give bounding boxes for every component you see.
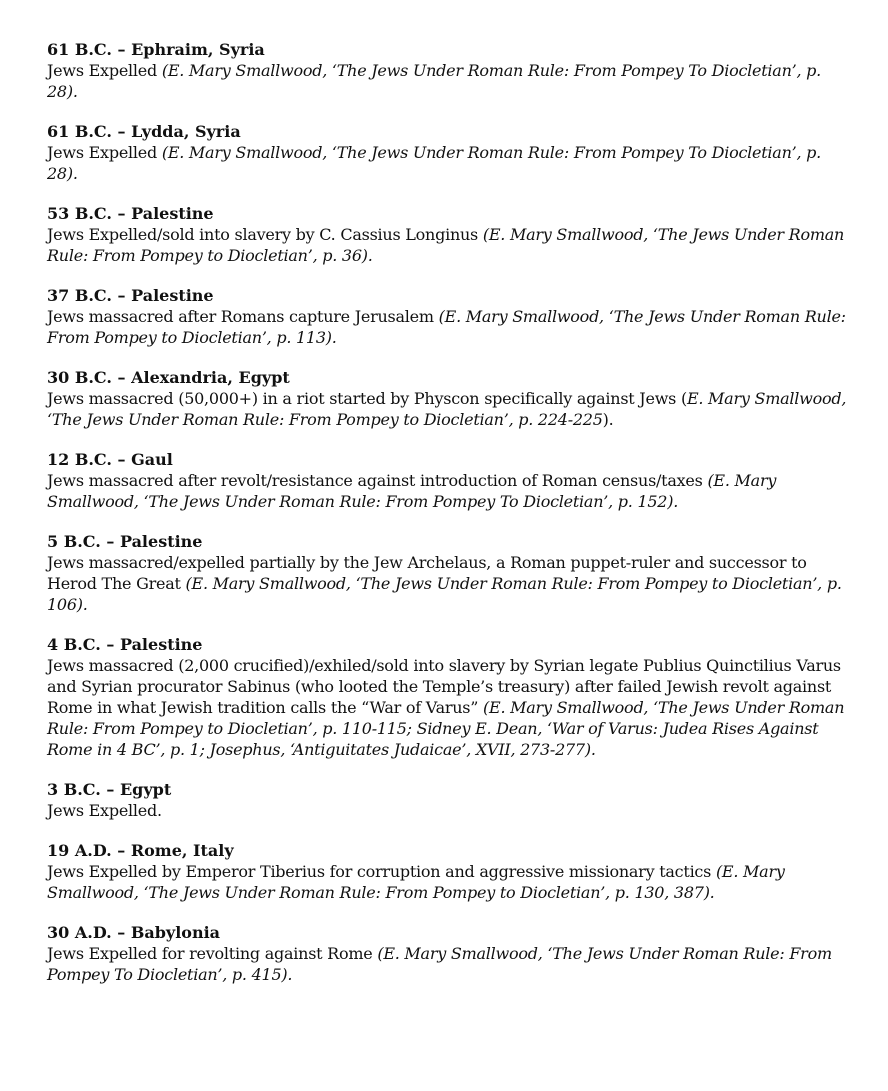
entry-text: Jews Expelled/sold into slavery by C. Cassius Longinus [47, 225, 483, 244]
entry-body [47, 655, 847, 760]
entry-heading: 12 B.C. – Gaul [47, 450, 173, 469]
entry-body [47, 388, 847, 430]
timeline-entry [47, 39, 847, 102]
entry-text: Jews Expelled [47, 61, 162, 80]
entry-cite-close: ). [602, 410, 614, 429]
entry-body [47, 470, 847, 512]
entry-heading: 3 B.C. – Egypt [47, 780, 172, 799]
timeline-entry [47, 779, 847, 821]
entry-heading: 30 A.D. – Babylonia [47, 923, 221, 942]
entry-text: Jews Expelled. [47, 801, 162, 820]
entry-text: Jews massacred (2,000 crucified)/exhiled/sold into slavery by Syrian legate Publius Quinctilius Varus and Syrian procurator Sabinus (who looted the Temple’s treasury) after failed Jewish revolt against Rome in what Jewish tradition calls the “War of Varus” [47, 656, 841, 717]
entry-text: Jews massacred (50,000+) in a riot started by Physcon specifically against Jews [47, 389, 681, 408]
entry-body [47, 800, 847, 821]
entry-citation: (E. Mary Smallwood, ‘The Jews Under Roman Rule: From Pompey to Diocletian’, p. 130, 387). [47, 862, 785, 902]
document-page [47, 39, 847, 1004]
entry-cite-open: ( [680, 389, 687, 408]
timeline-entry [47, 531, 847, 615]
entry-heading: 53 B.C. – Palestine [47, 204, 214, 223]
entry-text: Jews Expelled by Emperor Tiberius for corruption and aggressive missionary tactics [47, 862, 716, 881]
entry-body [47, 861, 847, 903]
entry-citation: E. Mary Smallwood, ‘The Jews Under Roman Rule: From Pompey to Diocletian’, p. 224-225 [47, 389, 847, 429]
entry-citation: (E. Mary Smallwood, ‘The Jews Under Roman Rule: From Pompey to Diocletian’, p. 36). [47, 225, 845, 265]
entry-text: Jews Expelled [47, 143, 162, 162]
timeline-entry [47, 285, 847, 348]
entry-text: Jews massacred after Romans capture Jerusalem [47, 307, 439, 326]
entry-citation: (E. Mary Smallwood, ‘The Jews Under Roman Rule: From Pompey To Diocletian’, p. 28). [47, 143, 821, 183]
entry-citation: (E. Mary Smallwood, ‘The Jews Under Roman Rule: From Pompey To Diocletian’, p. 28). [47, 61, 821, 101]
entry-heading: 37 B.C. – Palestine [47, 286, 214, 305]
timeline-entry [47, 203, 847, 266]
entry-heading: 61 B.C. – Lydda, Syria [47, 122, 241, 141]
entry-body [47, 60, 847, 102]
entry-body [47, 943, 847, 985]
entry-text: Jews massacred after revolt/resistance against introduction of Roman census/taxes [47, 471, 708, 490]
entry-body [47, 306, 847, 348]
entry-citation: (E. Mary Smallwood, ‘The Jews Under Roman Rule: From Pompey to Diocletian’, p. 110-115; Sidney E. Dean, ‘War of Varus: Judea Rises Against Rome in 4 BC’, p. 1; Josephus, ‘Antiguitates Judaicae’, XVII, 273-277). [47, 698, 845, 759]
entry-body [47, 224, 847, 266]
entry-text: Jews Expelled for revolting against Rome [47, 944, 378, 963]
entry-citation: (E. Mary Smallwood, ‘The Jews Under Roman Rule: From Pompey To Diocletian’, p. 152). [47, 471, 777, 511]
entry-heading: 30 B.C. – Alexandria, Egypt [47, 368, 290, 387]
entry-heading: 4 B.C. – Palestine [47, 635, 203, 654]
entry-text: Jews massacred/expelled partially by the Jew Archelaus, a Roman puppet-ruler and successor to Herod The Great [47, 553, 807, 593]
timeline-entry [47, 634, 847, 760]
entry-heading: 61 B.C. – Ephraim, Syria [47, 40, 265, 59]
entry-heading: 5 B.C. – Palestine [47, 532, 203, 551]
timeline-entry [47, 449, 847, 512]
entry-heading: 19 A.D. – Rome, Italy [47, 841, 234, 860]
timeline-entry [47, 367, 847, 430]
entry-citation: (E. Mary Smallwood, ‘The Jews Under Roman Rule: From Pompey to Diocletian’, p. 113). [47, 307, 846, 347]
timeline-entry [47, 922, 847, 985]
entry-citation: (E. Mary Smallwood, ‘The Jews Under Roman Rule: From Pompey To Diocletian’, p. 415). [47, 944, 832, 984]
entry-body [47, 552, 847, 615]
timeline-entry [47, 840, 847, 903]
timeline-entry [47, 121, 847, 184]
entry-body [47, 142, 847, 184]
entry-citation: (E. Mary Smallwood, ‘The Jews Under Roman Rule: From Pompey to Diocletian’, p. 106). [47, 574, 842, 614]
